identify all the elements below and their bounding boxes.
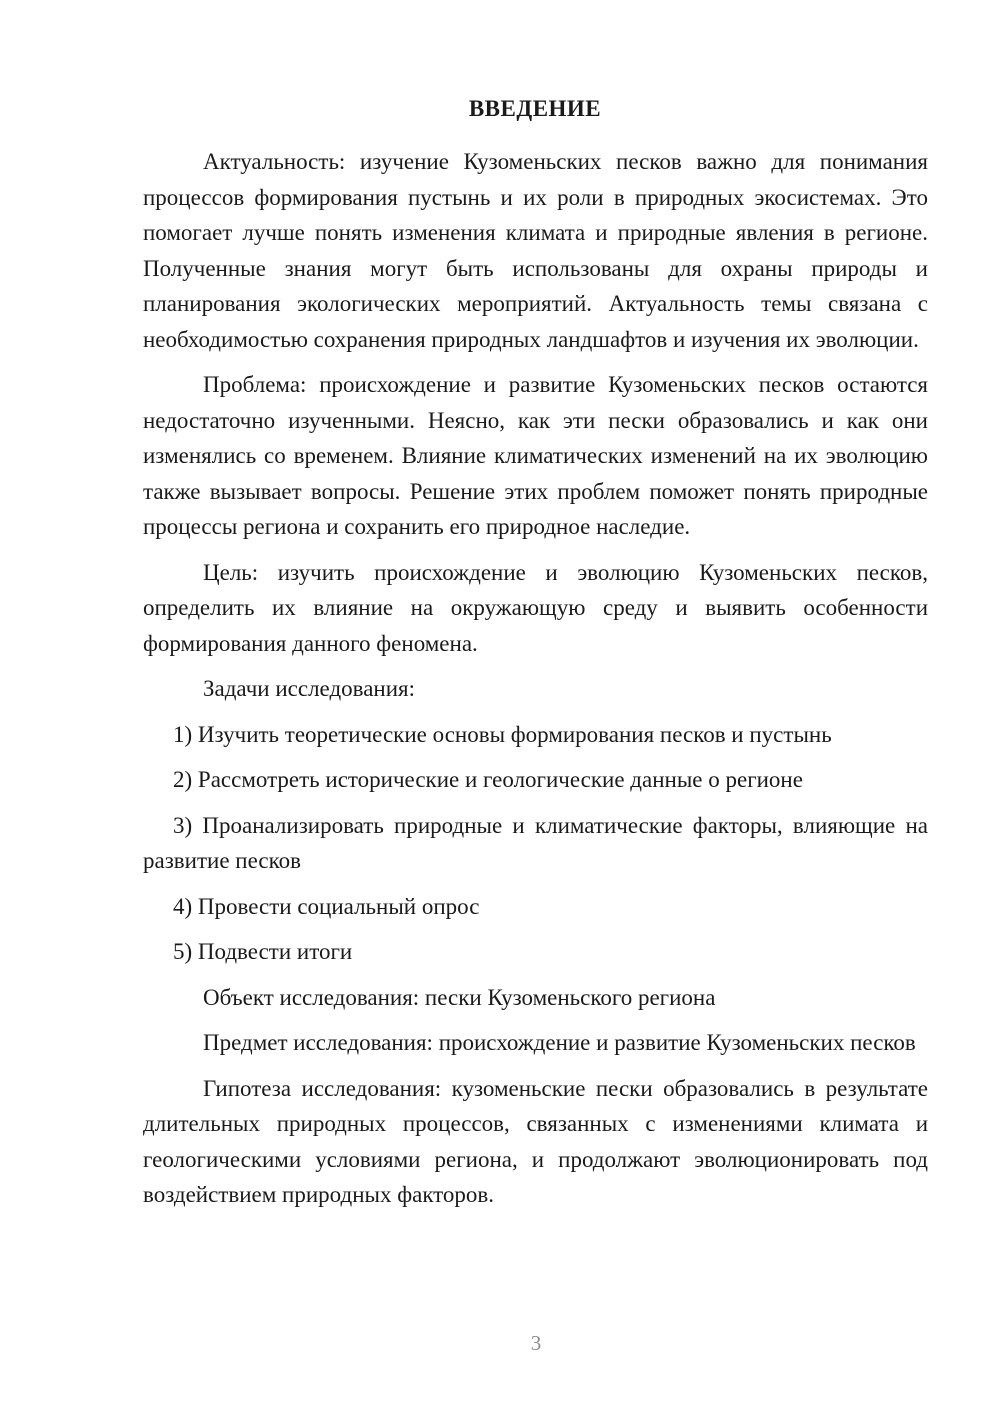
- tasks-heading: Задачи исследования:: [203, 676, 416, 701]
- goal-paragraph: Цель: изучить происхождение и эволюцию Кузоменьских песков, определить их влияние на окружающую среду и выявить особенности формирования данного феномена.: [143, 559, 928, 656]
- task-item: 5) Подвести итоги: [173, 939, 353, 964]
- page-number: 3: [530, 1331, 542, 1355]
- task-item: 4) Провести социальный опрос: [173, 893, 480, 919]
- relevance-paragraph: Актуальность: изучение Кузоменьских песков важно для понимания процессов формирования пустынь и их роли в природных экосистемах. Это помогает лучше понять изменения климата и природные явления в регионе. Полученные знания могут быть использованы для охраны природы и планирования экологических мероприятий. Актуальность темы связана с необходимостью сохранения природных ландшафтов и изучения их эволюции.: [143, 149, 928, 352]
- problem-paragraph: Проблема: происхождение и развитие Кузоменьских песков остаются недостаточно изученными. Неясно, как эти пески образовались и как они изменялись со временем. Влияние климатических изменений на их эволюцию также вызывает вопросы. Решение этих проблем поможет понять природные процессы региона и сохранить его природное наследие.: [143, 372, 928, 539]
- research-subject: Предмет исследования: происхождение и развитие Кузоменьских песков: [203, 1030, 916, 1055]
- research-hypothesis: Гипотеза исследования: кузоменьские пески образовались в результате длительных природных процессов, связанных с изменениями климата и геологическими условиями региона, и продолжают эволюционировать под воздействием природных факторов.: [143, 1075, 928, 1207]
- task-item: 1) Изучить теоретические основы формирования песков и пустынь: [173, 721, 832, 747]
- document-title: ВВЕДЕНИЕ: [468, 96, 602, 121]
- document-body: [143, 144, 928, 1223]
- task-item: 2) Рассмотреть исторические и геологические данные о регионе: [173, 767, 803, 792]
- research-object: Объект исследования: пески Кузоменьского региона: [203, 984, 716, 1010]
- task-item: 3) Проанализировать природные и климатические факторы, влияющие на развитие песков: [143, 812, 928, 873]
